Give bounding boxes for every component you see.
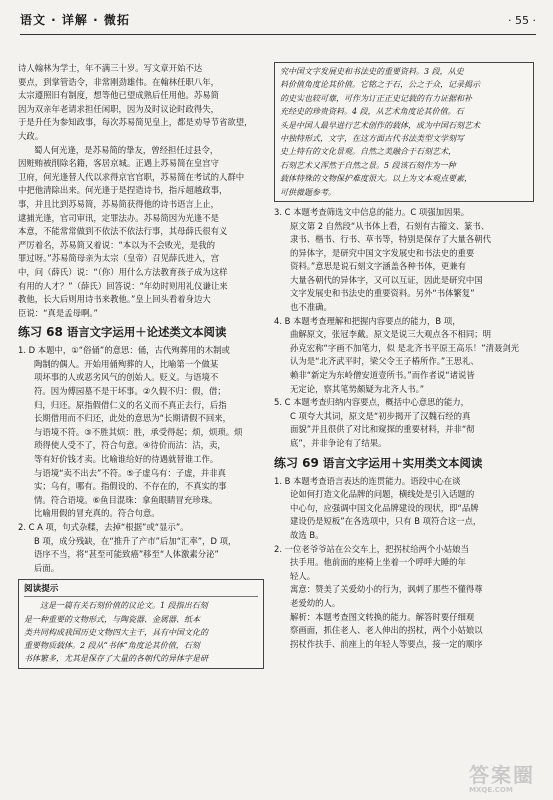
answer-line: 语序不当，将“甚至可能致癌”移至“人体激素分泌” xyxy=(34,549,219,560)
book-title: 语文 · 详解 · 微拓 xyxy=(20,13,130,27)
answer-line: 察画面，抓住老人、老人伸出的拐杖，两个小姑娘以 xyxy=(290,625,483,636)
tip-line: 书体繁多，尤其是保存了大量的各朝代的异体字是研 xyxy=(24,654,208,664)
answer-line: 寓意：赞美了关爱幼小的行为，讽刺了那些不懂得尊 xyxy=(290,584,483,595)
text-line: 太宗遵照旧有制度，想等他已望成熟后任用他。苏易简 xyxy=(18,90,219,101)
text-line: 教他，长大后则用诗书来教他。”皇上回头看着身边大 xyxy=(18,294,211,305)
answer-line: 3. C 本题考查筛选文中信息的能力。C 项强加因果。 xyxy=(274,206,470,217)
answer-line: 5. C 本题考查归纳内容要点，概括中心意思的能力， xyxy=(274,397,470,408)
answer-line: 老爱幼的人。 xyxy=(290,597,341,608)
answer-line: 2. C A 项，句式杂糅，去掉“根据”或“显示”。 xyxy=(18,522,189,532)
section-number: 练习 69 xyxy=(274,455,319,470)
answer-line: 孙克宏称“字画不加笔力，似 是北齐书平原王高乐！”清聂剑光 xyxy=(290,342,520,353)
answer-line: 轻人。 xyxy=(290,570,316,581)
answer-line: 1. B 本题考查语言表达的连贯能力。语段中心在谈 xyxy=(274,475,461,486)
answer-line: 1. D 本题中，①“俗俑”的意思：俑，古代殉葬用的木制或 xyxy=(18,345,230,356)
tip-line: 重要物质载体。2 段从“书体”角度论其价值，石刻 xyxy=(24,640,200,650)
answer-line: 赖非“新定为东岭僧安道壹所书。”而作者说“诸说皆 xyxy=(290,370,475,381)
tip-line: 史上特有的文化景观。自然之美融合于石刻艺术， xyxy=(280,147,456,157)
answer-line: 陶制的偶人。开始用俑殉葬的人，比喻第一个做某 xyxy=(34,358,219,369)
answers-68-continued xyxy=(274,206,534,451)
watermark-sub: MXQE.COM xyxy=(469,786,513,794)
answer-line: 认为是“北齐武平时，梁父令王子椿所作。”王思礼、 xyxy=(290,356,479,367)
section-heading-69 xyxy=(274,456,534,471)
tip-line: 类共同构成我国历史文物四大主干，具有中国文化的 xyxy=(24,627,208,637)
answer-line: 后面。 xyxy=(34,562,60,573)
tip-line: 的史实也较可靠，可作为订正正史记载的有力证据和补 xyxy=(280,93,472,103)
answer-line: 无定论，察其笔势颇疑为北齐人书。” xyxy=(290,383,425,394)
reading-tips-title: 阅读提示 xyxy=(24,583,258,597)
text-line: 本意，不能常常做到不依法不依法行事，其母薛氏很有义 xyxy=(18,226,228,237)
answer-line: 归，归还。原指假借仁义的名义而不真正去行，后指 xyxy=(34,399,227,410)
text-line: 有用的人才？”（薛氏）回答说：“年幼时则用礼仪谦让来 xyxy=(18,280,228,291)
answer-line: 实；乌有，哪有。指假设的、不存在的，不真实的事 xyxy=(34,481,227,492)
answer-line: 原文第 2 自然段“从书体上看，石刻有古籀文、篆书、 xyxy=(290,220,490,231)
tip-line: 头是中国人最早进行艺术创作的载体，成为中国石刻艺术 xyxy=(280,120,480,130)
left-column xyxy=(18,62,264,669)
answer-line: 等有好价钱才卖。比喻谁给好的待遇就替谁工作。 xyxy=(34,454,219,465)
answer-line: 4. B 本题考查理解和把握内容要点的能力，B 项， xyxy=(274,315,461,326)
text-line: 大政。 xyxy=(18,130,44,141)
tip-line: 可供微题参考。 xyxy=(280,187,336,197)
answer-line: 隶书、楷书、行书、草书等，特别是保存了大量各朝代 xyxy=(290,234,491,245)
text-line: 罪过呀。”苏易简母亲为太宗（皇帝）召见薛氏进入，宫 xyxy=(18,253,220,264)
answer-line: 符。因为傅园墓不是干坏事。②久假不归：假，借； xyxy=(34,386,226,397)
answer-line: 论如何打造文化品牌的问题，横线处是引入话题的 xyxy=(290,489,475,500)
text-line: 中，问（薛氏）说：“（你）用什么方法教育孩子成为这样 xyxy=(18,266,228,277)
right-column xyxy=(274,62,534,651)
answer-line: 故选 B。 xyxy=(290,529,324,540)
section-title: 语言文字运用＋论述类文本阅读 xyxy=(66,325,227,340)
text-line: 蜀人何光逢，是苏易简的挚友，曾经担任过县令， xyxy=(34,144,219,155)
answer-line: 项坏事的人或恶劣风气的创始人。贬义。与语境不 xyxy=(34,372,219,383)
text-line: 因为双亲年老请求担任闲职，因为及时议论时政得失， xyxy=(18,103,219,114)
text-line: 事，并且比到苏易简，苏易简获得他的诗书语言上止， xyxy=(18,198,219,209)
answer-line: 扶手用。他前面的座椅上坐着一个呼呼大睡的年 xyxy=(290,557,466,568)
answer-line: 资料。”意思是说石刻文字涵盖各种书体，更兼有 xyxy=(290,261,467,272)
page-number: · 55 · xyxy=(508,14,536,27)
answer-line: 底”，并非争论有了结果。 xyxy=(290,438,387,448)
answer-line: 比喻用假的冒充真的。符合句意。 xyxy=(34,508,160,519)
tip-line: 中独特形式，文字，在这方面古代书法类型文学刻写 xyxy=(280,133,464,143)
answer-line: 拐杖作扶手、前座上的年轻人等要点，接一定的顺序 xyxy=(290,638,483,649)
section-number: 练习 68 xyxy=(18,325,63,340)
answers-69 xyxy=(274,475,534,652)
translation-passage xyxy=(18,62,264,320)
site-watermark xyxy=(469,764,543,794)
text-line: 因赃贿被削除名籍，客居京城。正遇上苏易简在皇宫守 xyxy=(18,158,219,169)
answer-line: 曲解原文，张冠李戴。原文是说三大观点各不相同；明 xyxy=(290,329,491,340)
text-line: 卫府，何光逢替人代以求得京官官职，苏易简在考试的人群中 xyxy=(18,171,245,182)
answer-line: 大量各朝代的异体字，又可以互证，因此是研究中国 xyxy=(290,274,483,285)
section-title: 语言文字运用＋实用类文本阅读 xyxy=(322,455,483,470)
tip-line: 载体特殊的文物保护难度很大。以上为文本观点要素， xyxy=(280,174,472,184)
tip-line: 是一种重要的文物形式，与陶瓷器、金属器、纸本 xyxy=(24,614,200,624)
answer-line: 建设仍是短板”在各选项中，只有 B 项符合这一点， xyxy=(290,516,482,527)
text-line: 于是升任为参知政事，每次苏易简见皇上，都是劝导节省欲望， xyxy=(18,117,253,128)
answer-line: 与语境不符。③不胜其烦：胜，承受得起；烦，烦琐。烦 xyxy=(34,426,243,437)
answer-line: 面貌”并且很供了对比和窥探的重要材料，并非“彻 xyxy=(290,424,475,435)
answer-line: 琐得使人受不了，符合句意。④待价而沽：沽，卖， xyxy=(34,440,226,451)
text-line: 严厉着名，苏易简又着说：“本以为不会败光，是我的 xyxy=(18,239,215,250)
answer-line: 中心句，应强调中国文化品牌建设的现状，即“品牌 xyxy=(290,502,479,513)
page-header xyxy=(20,8,536,35)
text-line: 要点，到掌管诰令，非常刚劲雄伟。在翰林任职八年， xyxy=(18,76,219,87)
text-line: 逮捕光逢，官司审讯，定罪法办。苏易简因为光逢不是 xyxy=(18,212,219,223)
answer-line: 情。符合语境。⑥鱼目混珠：拿鱼眼睛冒充珍珠。 xyxy=(34,494,218,505)
answer-line: B 项，成分残缺，在“推升了产市”后加“汇率”，D 项， xyxy=(34,535,237,546)
answer-line: C 项夸大其词，原文是“初步揭开了汉魏石经的真 xyxy=(290,410,471,421)
section-heading-68 xyxy=(18,325,264,340)
text-line: 诗人翰林为学士，年不满三十岁。写文章开始不达 xyxy=(18,63,203,73)
answer-line: 与语境“卖不出去”不符。⑤子虚乌有：子虚，并非真 xyxy=(34,467,227,478)
answers-68 xyxy=(18,344,264,575)
tip-line: 料价值角度论其价值。它铭之于石，公之于众，记录揭示 xyxy=(280,80,480,90)
watermark-main: 答案圈 xyxy=(469,763,535,787)
tip-line: 石刻艺术又浑然于自然之景。5 段该石刻作为一种 xyxy=(280,160,456,170)
reading-tips-box xyxy=(18,579,264,669)
answer-line: 也不准确。 xyxy=(290,302,332,313)
answer-line: 的异体字，是研究中国文字发展史和书法史的重要 xyxy=(290,247,475,258)
text-line: 臣说：“真是孟母啊。” xyxy=(18,307,98,318)
answer-line: 解析：本题考查图文转换的能力。解答时要仔细观 xyxy=(290,611,475,622)
tip-line: 充经史的珍贵资料。4 段，从艺术角度论其价值。石 xyxy=(280,107,464,117)
answer-line: 文字发展史和书法史的重要资料。另外“书体繁复” xyxy=(290,288,475,299)
answer-line: 2. 一位老爷爷站在公交车上，把拐杖给两个小姑娘当 xyxy=(274,543,469,554)
tip-line: 这是一篇有关石刻价值的议论文。1 段指出石刻 xyxy=(40,601,208,611)
tip-line: 究中国文字发展史和书法史的重要资料。3 段，从史 xyxy=(280,67,464,76)
reading-tips-continued-box xyxy=(274,62,534,202)
text-line: 中把他清除出来。何光逢于是捏造诗书，指斥超越政事， xyxy=(18,185,228,196)
answer-line: 长期借用而不归还，此处的意思为“长期请假不回来， xyxy=(34,413,231,424)
